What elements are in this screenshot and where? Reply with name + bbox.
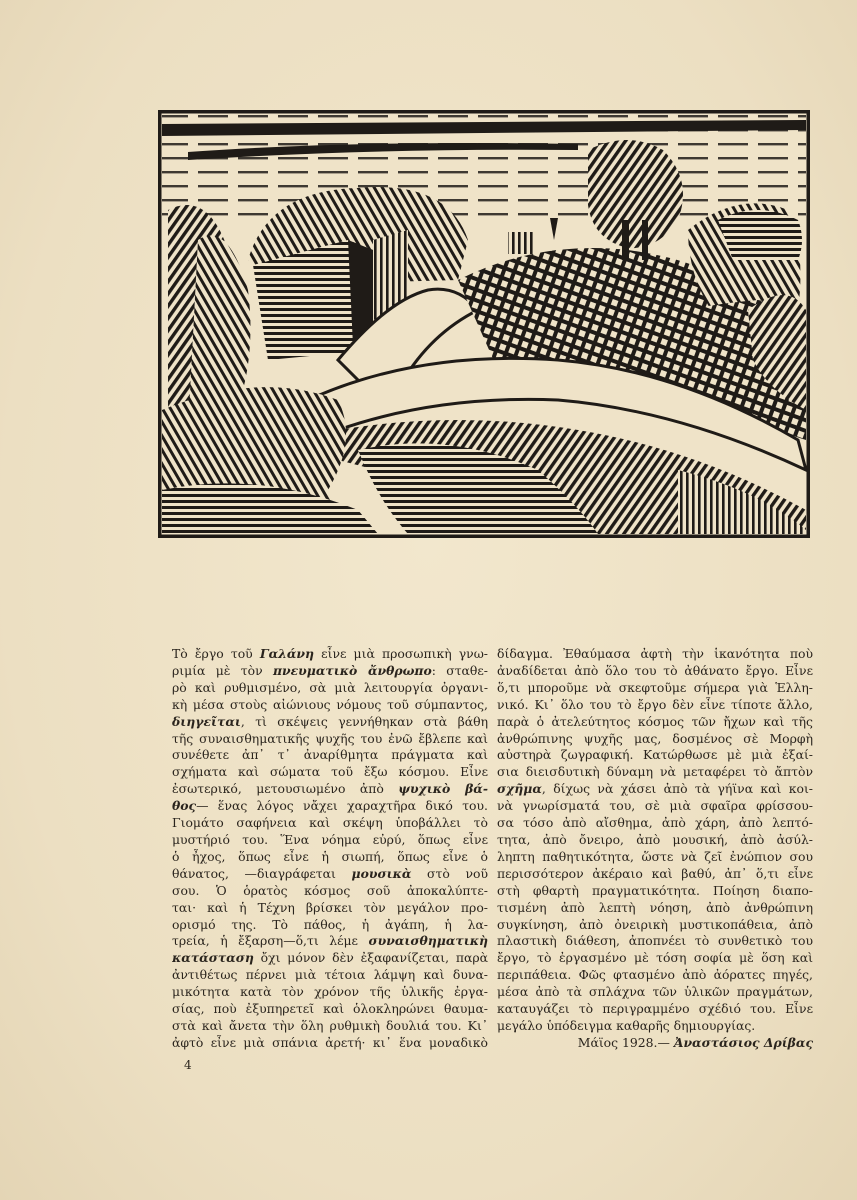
text-line bbox=[497, 714, 813, 731]
signature-author: Ἀναστάσιος Δρίβας bbox=[673, 1034, 813, 1050]
text-run: τῆς συναισθηματικῆς ψυχῆς του ἐνῶ ἔβλεπε καὶ bbox=[172, 730, 488, 746]
text-run: σα τόσο ἀπὸ αἴσθημα, ἀπὸ χάρη, ἀπὸ λεπτό- bbox=[497, 815, 813, 831]
text-line bbox=[497, 883, 813, 900]
text-line bbox=[172, 663, 488, 680]
text-line bbox=[497, 680, 813, 697]
text-line bbox=[497, 697, 813, 714]
text-run: ἐσωτερικό, μετουσιωμένο ἀπὸ bbox=[172, 781, 399, 797]
text-run: Γιομάτο σαφήνεια καὶ σκέψη ὑποβάλλει τὸ bbox=[172, 815, 488, 831]
emphasized-text: ψυχικὸ βά- bbox=[398, 781, 488, 797]
text-line bbox=[172, 933, 488, 950]
text-run: : σταθε- bbox=[431, 662, 488, 678]
text-run: ἀνθρώπινης ψυχῆς μας, δοσμένος σὲ Μορφὴ bbox=[497, 730, 813, 746]
emphasized-text: διηγεῖται bbox=[172, 713, 241, 729]
text-run: παρὰ ὁ ἀτελεύτητος κόσμος τῶν ἤχων καὶ τῆς bbox=[497, 713, 813, 729]
article-column-left bbox=[172, 646, 488, 1052]
emphasized-text: θος bbox=[172, 798, 197, 814]
text-run: σίας, ποὺ ἐξυπηρετεῖ καὶ ὁλοκληρώνει θαυμα- bbox=[172, 1001, 488, 1017]
emphasized-text: σχῆμα bbox=[497, 781, 542, 797]
emphasized-text: πνευματικὸ ἄνθρωπο bbox=[272, 662, 432, 678]
text-run: τητα, ἀπὸ ὄνειρο, ἀπὸ μουσική, ἀπὸ ἀσύλ- bbox=[497, 831, 813, 847]
text-run: ὄχι μόνον δὲν ἐξαφανίζεται, παρὰ bbox=[253, 950, 488, 966]
text-line bbox=[497, 1001, 813, 1018]
text-line bbox=[497, 731, 813, 748]
text-run: κὴ μέσα στοὺς αἰώνιους νόμους τοῦ σύμπαντος, bbox=[172, 696, 488, 712]
text-run: Τὸ ἔργο τοῦ bbox=[172, 646, 260, 661]
text-line bbox=[172, 900, 488, 917]
text-line bbox=[497, 764, 813, 781]
text-run: αὐστηρὰ ζωγραφική. Κατώρθωσε μὲ μιὰ ἐξαί- bbox=[497, 747, 813, 763]
text-run: νικό. Κι᾽ ὅλο του τὸ ἔργο δὲν εἶνε τίποτε ἄλλο, bbox=[497, 696, 813, 712]
woodcut-landscape-svg bbox=[158, 110, 810, 538]
text-line bbox=[172, 917, 488, 934]
text-run: σου. Ὁ ὁρατὸς κόσμος σοῦ ἀποκαλύπτε- bbox=[172, 882, 488, 898]
text-run: περιπάθεια. Φῶς φτασμένο ἀπὸ ἀόρατες πηγές, bbox=[497, 967, 813, 983]
text-run: τισμένη ἀπὸ λεπτὴ νόηση, ἀπὸ ἀνθρώπινη bbox=[497, 899, 813, 915]
text-line bbox=[172, 646, 488, 663]
text-run: στὰ καὶ ἄνετα τὴν ὅλη ρυθμικὴ δουλιά του. Κι᾽ bbox=[172, 1017, 488, 1033]
text-run: ται· καὶ ἡ Τέχνη βρίσκει τὸν μεγάλον προ- bbox=[172, 899, 488, 915]
text-run: συγκίνηση, ἀπὸ ὀνειρικὴ μυστικοπάθεια, ἀπὸ bbox=[497, 916, 813, 932]
text-line bbox=[497, 866, 813, 883]
text-run: πλαστικὴ διάθεση, ἀποπνέει τὸ συνθετικὸ του bbox=[497, 933, 813, 949]
text-run: στὴ φθαρτὴ πραγματικότητα. Ποίηση διαπο- bbox=[497, 882, 813, 898]
woodcut-illustration bbox=[158, 110, 810, 538]
signature-date: Μάϊος 1928.— bbox=[577, 1034, 674, 1050]
text-line bbox=[497, 950, 813, 967]
text-line bbox=[172, 866, 488, 883]
text-line bbox=[172, 798, 488, 815]
text-line bbox=[497, 747, 813, 764]
text-run: — ἕνας λόγος νἄχει χαραχτῆρα δικό του. bbox=[196, 798, 488, 814]
text-run: νὰ γνωρίσματά του, σὲ μιὰ σφαῖρα φρίσσου- bbox=[497, 798, 813, 814]
text-run: ἔργο, τὸ ἐργασμένο μὲ τόση σοφία μὲ ὅση καὶ bbox=[497, 950, 813, 966]
text-run: περισσότερον ἀκέραιο καὶ βαθύ, ἀπ᾽ ὅ,τι εἶνε bbox=[497, 865, 813, 881]
text-line bbox=[497, 646, 813, 663]
text-run: στὸ νοῦ bbox=[411, 865, 488, 881]
text-line bbox=[497, 900, 813, 917]
text-line bbox=[172, 832, 488, 849]
text-line bbox=[497, 984, 813, 1001]
text-run: μέσα ἀπὸ τὰ σπλάχνα τῶν ὑλικῶν πραγμάτων, bbox=[497, 984, 813, 1000]
text-line bbox=[172, 781, 488, 798]
text-line bbox=[172, 950, 488, 967]
emphasized-text: κατάσταση bbox=[172, 950, 254, 966]
article-column-right bbox=[497, 646, 813, 1052]
text-run: σχήματα καὶ σώματα τοῦ ἔξω κόσμου. Εἶνε bbox=[172, 764, 488, 780]
text-run: ἀφτὸ εἶνε μιὰ σπάνια ἀρετή· κι᾽ ἕνα μοναδικὸ bbox=[172, 1034, 488, 1050]
text-run: εἶνε μιὰ προσωπικὴ γνω- bbox=[314, 646, 488, 661]
text-line bbox=[497, 967, 813, 984]
text-run: , δίχως νὰ χάσει ἀπὸ τὰ γήϊνα καὶ κοι- bbox=[541, 781, 813, 797]
text-line bbox=[497, 781, 813, 798]
text-run: ὁ ἦχος, ὅπως εἶνε ἡ σιωπή, ὅπως εἶνε ὁ bbox=[172, 848, 488, 864]
text-line bbox=[172, 815, 488, 832]
text-line bbox=[172, 1035, 488, 1052]
text-run: θάνατος, —διαγράφεται bbox=[172, 865, 352, 881]
text-run: σια διεισδυτικὴ δύναμη νὰ μεταφέρει τὸ ἄπτὸν bbox=[497, 764, 813, 780]
text-run: ληπτη παθητικότητα, ὥστε νὰ ζεῖ ἐνώπιον σου bbox=[497, 848, 813, 864]
emphasized-text: μουσικὰ bbox=[351, 865, 412, 881]
page-number: 4 bbox=[184, 1058, 192, 1072]
text-run: ἀντιθέτως πέρνει μιὰ τέτοια λάμψη καὶ δυνα- bbox=[172, 967, 488, 983]
text-run: ἀναδίδεται ἀπὸ ὅλο του τὸ ἀθάνατο ἔργο. Εἶνε bbox=[497, 662, 813, 678]
text-line bbox=[497, 1018, 813, 1035]
text-line bbox=[172, 680, 488, 697]
text-line bbox=[172, 731, 488, 748]
text-line bbox=[497, 832, 813, 849]
text-run: τρεία, ἡ ἔξαρση—ὅ,τι λέμε bbox=[172, 933, 369, 949]
text-line bbox=[497, 849, 813, 866]
text-run: καταυγάζει τὸ περιγραμμένο σχέδιό του. Εἶνε bbox=[497, 1001, 813, 1017]
text-line bbox=[497, 815, 813, 832]
text-run: ὅ,τι μποροῦμε νὰ σκεφτοῦμε σήμερα γιὰ Ἑλλη- bbox=[497, 679, 813, 695]
text-line bbox=[172, 697, 488, 714]
signature bbox=[497, 1035, 813, 1052]
text-line bbox=[172, 984, 488, 1001]
text-line bbox=[172, 967, 488, 984]
text-run: μυστήριό του. Ἕνα νόημα εὐρύ, ὅπως εἶνε bbox=[172, 831, 488, 847]
text-run: ρὸ καὶ ρυθμισμένο, σὰ μιὰ λειτουργία ὀργανι- bbox=[172, 679, 488, 695]
text-line bbox=[172, 883, 488, 900]
text-line bbox=[172, 1001, 488, 1018]
text-run: συνέθετε ἀπ᾽ τ᾽ ἀναρίθμητα πράγματα καὶ bbox=[172, 747, 488, 763]
text-line bbox=[497, 933, 813, 950]
text-line bbox=[172, 747, 488, 764]
text-line bbox=[172, 714, 488, 731]
text-run: μικότητα κατὰ τὸν χρόνον τῆς ὑλικῆς ἐργα- bbox=[172, 984, 488, 1000]
text-line bbox=[497, 798, 813, 815]
text-run: ριμία μὲ τὸν bbox=[172, 662, 273, 678]
text-line bbox=[172, 1018, 488, 1035]
text-line bbox=[172, 764, 488, 781]
emphasized-text: συναισθηματικὴ bbox=[368, 933, 488, 949]
text-line bbox=[497, 663, 813, 680]
text-run: δίδαγμα. Ἐθαύμασα ἀφτὴ τὴν ἱκανότητα ποὺ bbox=[497, 646, 813, 661]
text-line bbox=[497, 917, 813, 934]
text-run: , τὶ σκέψεις γεννήθηκαν στὰ βάθη bbox=[240, 713, 488, 729]
emphasized-text: Γαλάνη bbox=[259, 646, 315, 661]
text-run: μεγάλο ὑπόδειγμα καθαρῆς δημιουργίας. bbox=[497, 1017, 756, 1033]
text-run: ορισμό της. Τὸ πάθος, ἡ ἀγάπη, ἡ λα- bbox=[172, 916, 488, 932]
text-line bbox=[172, 849, 488, 866]
